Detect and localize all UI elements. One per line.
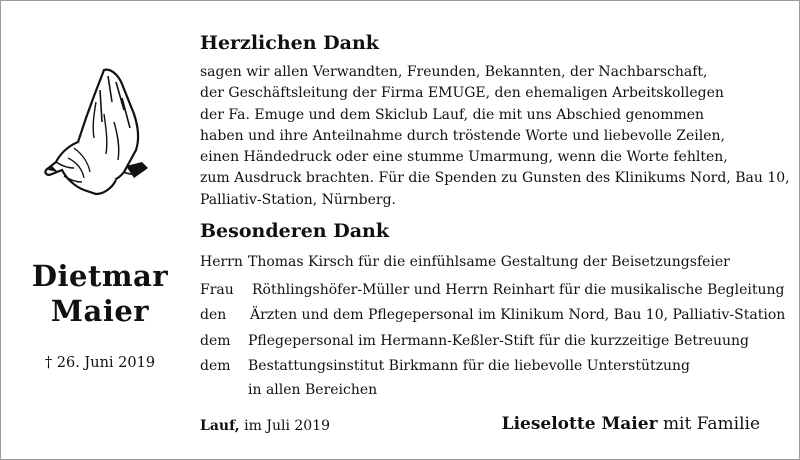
row-prefix: Frau (200, 282, 234, 298)
deceased-first-name: Dietmar (31, 259, 169, 293)
row-prefix: den (200, 307, 227, 323)
notice-date: im Juli 2019 (244, 418, 331, 434)
special-thanks-row (200, 358, 690, 374)
place-date (200, 418, 330, 434)
praying-hands-icon (38, 62, 158, 202)
signature (502, 414, 760, 434)
deceased-last-name: Maier (50, 294, 150, 328)
place-name: Lauf, (200, 418, 240, 434)
thanks-heading: Herzlichen Dank (200, 32, 379, 54)
special-thanks-row (200, 382, 377, 398)
row-prefix: Herrn (200, 254, 243, 270)
row-prefix: dem (200, 333, 231, 349)
thanks-line: einen Händedruck oder eine stumme Umarmung, wenn die Worte fehlten, (200, 149, 728, 166)
thanks-line: der Fa. Emuge und dem Skiclub Lauf, die mit uns Abschied genommen (200, 106, 705, 123)
death-date: † 26. Juni 2019 (44, 355, 156, 371)
special-thanks-row (200, 307, 785, 323)
special-thanks-row (200, 282, 784, 298)
row-text: Thomas Kirsch für die einfühlsame Gestaltung der Beisetzungsfeier (248, 254, 730, 270)
thanks-line: zum Ausdruck brachten. Für die Spenden zu Gunsten des Klinikums Nord, Bau 10, (200, 170, 790, 187)
signer-name: Lieselotte Maier (501, 414, 658, 434)
thanks-line: haben und ihre Anteilnahme durch tröstende Worte und liebevolle Zeilen, (200, 127, 725, 144)
special-thanks-row (200, 333, 749, 349)
thanks-paragraph (200, 62, 790, 211)
row-text: Ärzten und dem Pflegepersonal im Klinikum Nord, Bau 10, Palliativ-Station (250, 307, 786, 323)
row-text: in allen Bereichen (248, 382, 378, 398)
row-text: Pflegepersonal im Hermann-Keßler-Stift für die kurzzeitige Betreuung (248, 333, 749, 349)
special-thanks-row (200, 254, 730, 270)
thanks-line: sagen wir allen Verwandten, Freunden, Bekannten, der Nachbarschaft, (200, 64, 708, 80)
special-thanks-heading: Besonderen Dank (200, 220, 389, 242)
row-prefix: dem (200, 358, 231, 374)
row-text: Röthlingshöfer-Müller und Herrn Reinhart für die musikalische Begleitung (252, 282, 785, 298)
row-text: Bestattungsinstitut Birkmann für die liebevolle Unterstützung (248, 358, 690, 374)
signer-suffix: mit Familie (662, 414, 760, 434)
thanks-line: der Geschäftsleitung der Firma EMUGE, den ehemaligen Arbeitskollegen (200, 85, 724, 102)
thanks-line: Palliativ-Station, Nürnberg. (200, 191, 396, 208)
